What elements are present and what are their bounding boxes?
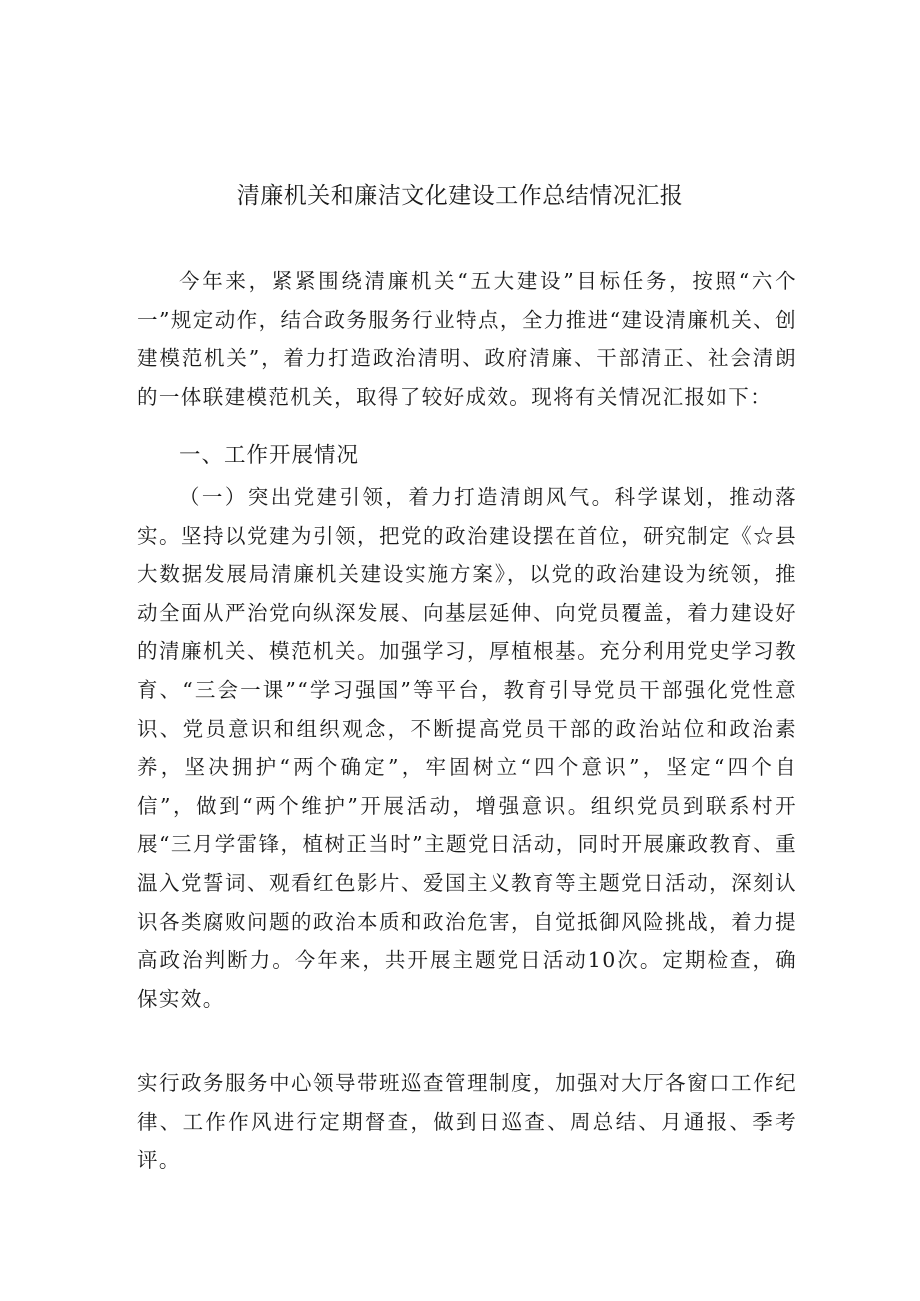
continuation-paragraph: 实行政务服务中心领导带班巡查管理制度，加强对大厅各窗口工作纪律、工作作风进行定期督查，做到日巡查、周总结、月通报、季考评。	[137, 1071, 797, 1173]
document-title: 清廉机关和廉洁文化建设工作总结情况汇报	[236, 183, 684, 209]
intro-paragraph: 今年来，紧紧围绕清廉机关“五大建设”目标任务，按照“六个一”规定动作，结合政务服务行业特点，全力推进“建设清廉机关、创建模范机关”，着力打造政治清明、政府清廉、干部清正、社会清朗的一体联建模范机关，取得了较好成效。现将有关情况汇报如下：	[137, 269, 797, 409]
section-heading: 一、工作开展情况	[179, 443, 360, 468]
section-paragraph: （一）突出党建引领，着力打造清朗风气。科学谋划，推动落实。坚持以党建为引领，把党的政治建设摆在首位，研究制定《☆县大数据发展局清廉机关建设实施方案》，以党的政治建设为统领，推动全面从严治党向纵深发展、向基层延伸、向党员覆盖，着力建设好的清廉机关、模范机关。加强学习，厚植根基。充分利用党史学习教育、“三会一课”“学习强国”等平台，教育引导党员干部强化党性意识、党员意识和组织观念，不断提高党员干部的政治站位和政治素养，坚决拥护“两个确定”，牢固树立“四个意识”，坚定“四个自信”，做到“两个维护”开展活动，增强意识。组织党员到联系村开展“三月学雷锋，植树正当时”主题党日活动，同时开展廉政教育、重温入党誓词、观看红色影片、爱国主义教育等主题党日活动，深刻认识各类腐败问题的政治本质和政治危害，自觉抵御风险挑战，着力提高政治判断力。今年来，共开展主题党日活动10次。定期检查，确保实效。	[137, 485, 797, 1011]
